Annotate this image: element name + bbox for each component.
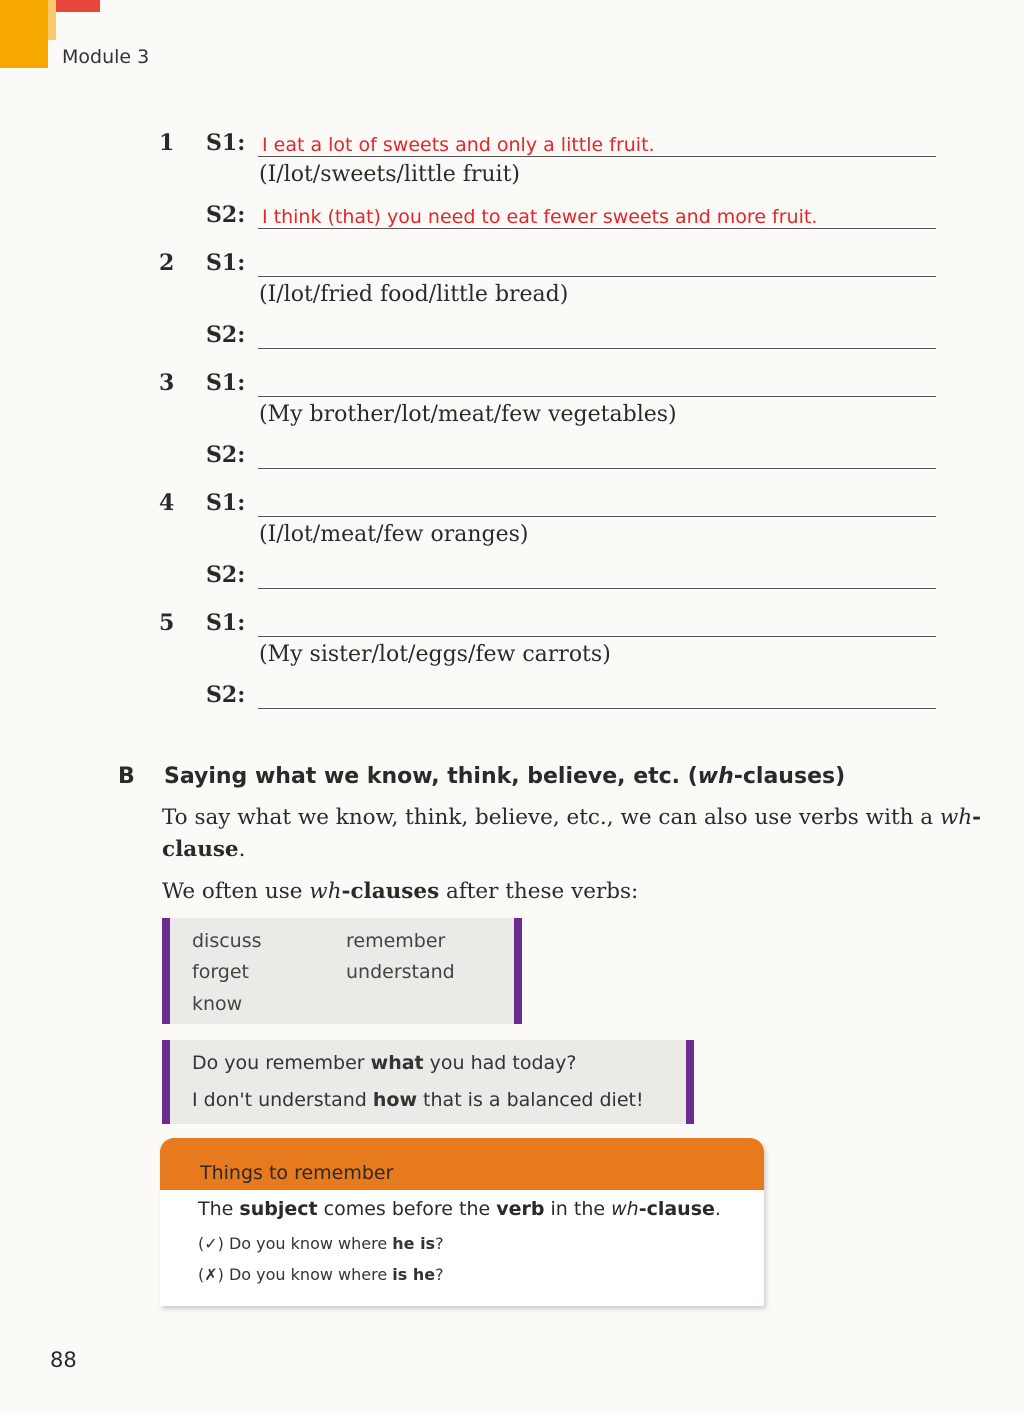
para1-wh: wh (939, 805, 973, 830)
explanation-paragraph (162, 802, 982, 866)
verbs-intro-paragraph (162, 876, 982, 908)
speaker-2-label: S2: (206, 442, 246, 468)
example-bold: he is (392, 1234, 436, 1253)
s2-answer-line[interactable] (258, 562, 936, 589)
rule-text: . (714, 1198, 721, 1220)
exercise-item (0, 370, 1024, 490)
prompt: (I/lot/sweets/little fruit) (259, 162, 521, 187)
para1-end: . (238, 837, 246, 862)
remember-title: Things to remember (200, 1162, 394, 1184)
speaker-1-label: S1: (206, 250, 246, 276)
speaker-2-label: S2: (206, 682, 246, 708)
prompt: (My sister/lot/eggs/few carrots) (259, 642, 611, 667)
s2-answer-line[interactable] (258, 442, 936, 469)
example-sentence (192, 1089, 644, 1111)
para2-wh: wh (309, 879, 342, 904)
section-title-end: -clauses) (733, 764, 846, 789)
rule-text: comes before the (317, 1198, 497, 1220)
example-text: Do you know where (223, 1234, 393, 1253)
corner-decoration-orange (0, 0, 48, 68)
s1-answer-line[interactable] (258, 370, 936, 397)
s2-answer-line[interactable] (258, 202, 936, 229)
para2-text: We often use (162, 879, 310, 904)
things-to-remember-box (160, 1138, 764, 1306)
item-number: 5 (159, 610, 175, 636)
s1-answer-line[interactable] (258, 130, 936, 157)
speaker-2-label: S2: (206, 562, 246, 588)
speaker-2-label: S2: (206, 202, 246, 228)
example-text: ? (435, 1265, 444, 1284)
example-text: ? (435, 1234, 444, 1253)
para2-bold: -clauses (341, 879, 440, 904)
correct-example (198, 1234, 444, 1253)
speaker-2-label: S2: (206, 322, 246, 348)
exercise-item (0, 130, 1024, 250)
s1-answer-line[interactable] (258, 250, 936, 277)
s1-answer-line[interactable] (258, 490, 936, 517)
example-text: Do you know where (223, 1265, 393, 1284)
rule-bold-verb: verb (496, 1198, 545, 1220)
para2-end: after these verbs: (439, 879, 639, 904)
rule-wh: wh (611, 1198, 639, 1220)
s1-answer: I eat a lot of sweets and only a little fruit. (262, 134, 655, 156)
example-sentences-box (162, 1040, 694, 1124)
s2-answer-line[interactable] (258, 682, 936, 709)
exercise-item (0, 610, 1024, 730)
s1-answer-line[interactable] (258, 610, 936, 637)
prompt: (My brother/lot/meat/few vegetables) (259, 402, 677, 427)
para1-text: To say what we know, think, believe, etc., we can also use verbs with a (162, 805, 940, 830)
para1-bold: -clause (162, 805, 982, 862)
verb-item: forget (192, 961, 249, 983)
speaker-1-label: S1: (206, 370, 246, 396)
wrong-example (198, 1265, 444, 1284)
prompt: (I/lot/fried food/little bread) (259, 282, 569, 307)
rule-text: in the (544, 1198, 612, 1220)
verb-item: discuss (192, 930, 262, 952)
item-number: 3 (159, 370, 175, 396)
s2-answer-line[interactable] (258, 322, 936, 349)
item-number: 1 (159, 130, 175, 156)
rule-bold-subject: subject (239, 1198, 318, 1220)
corner-decoration-light (48, 0, 56, 40)
verb-list-box (162, 918, 522, 1024)
item-number: 2 (159, 250, 175, 276)
exercise-item (0, 490, 1024, 610)
section-letter: B (118, 764, 135, 789)
s2-answer: I think (that) you need to eat fewer sweets and more fruit. (262, 206, 818, 228)
section-b-title (118, 764, 845, 789)
section-title-wh: wh (697, 764, 734, 789)
section-title-start: Saying what we know, think, believe, etc. ( (164, 764, 698, 789)
speaker-1-label: S1: (206, 130, 246, 156)
speaker-1-label: S1: (206, 610, 246, 636)
example-sentence (192, 1052, 577, 1074)
example-text: that is a balanced diet! (417, 1089, 644, 1111)
verb-item: remember (346, 930, 446, 952)
corner-decoration-red (56, 0, 100, 12)
example-bold: is he (392, 1265, 436, 1284)
example-text: I don't understand (192, 1089, 373, 1111)
exercise-item (0, 250, 1024, 370)
item-number: 4 (159, 490, 175, 516)
example-bold: what (370, 1052, 424, 1074)
remember-rule (198, 1198, 721, 1220)
verb-item: know (192, 993, 243, 1015)
verb-item: understand (346, 961, 455, 983)
example-bold: how (372, 1089, 418, 1111)
check-mark-icon: (✓) (198, 1234, 224, 1253)
speaker-1-label: S1: (206, 490, 246, 516)
rule-bold-clause: -clause (638, 1198, 715, 1220)
example-text: you had today? (423, 1052, 577, 1074)
rule-text: The (198, 1198, 240, 1220)
module-label: Module 3 (62, 46, 150, 68)
example-text: Do you remember (192, 1052, 371, 1074)
page-number: 88 (50, 1348, 77, 1372)
prompt: (I/lot/meat/few oranges) (259, 522, 529, 547)
cross-mark-icon: (✗) (198, 1265, 224, 1284)
